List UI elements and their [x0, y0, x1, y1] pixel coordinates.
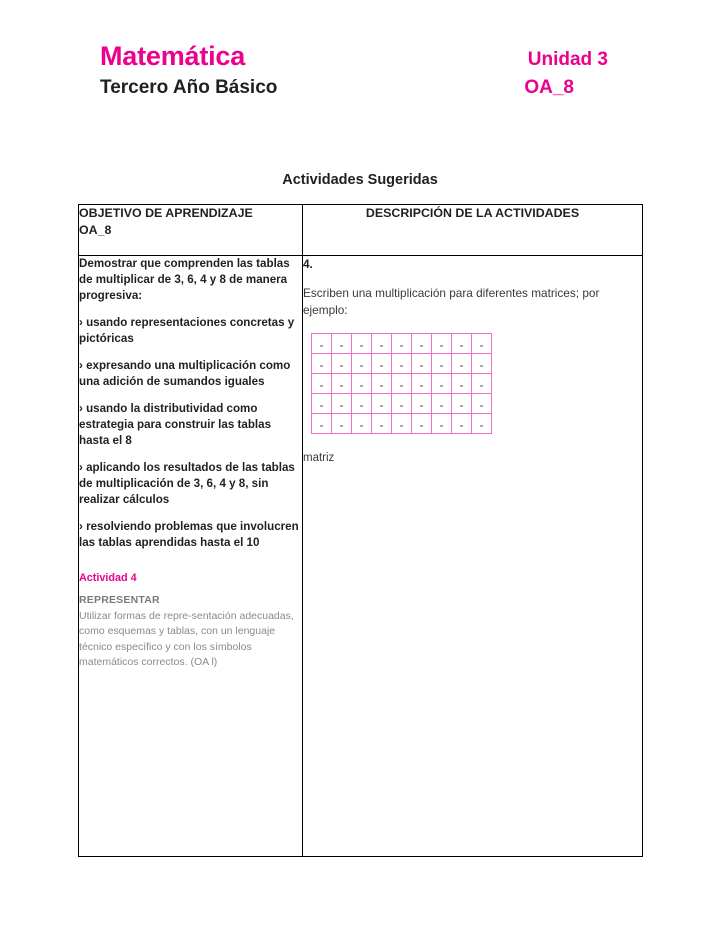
matrix-cell [432, 334, 452, 354]
matrix-cell [312, 394, 332, 414]
matrix-cell [372, 414, 392, 434]
objective-bullet: › usando representaciones concretas y pictóricas [79, 315, 295, 345]
matrix-dot-icon [480, 405, 483, 408]
matrix-cell [412, 334, 432, 354]
table-body-row [79, 256, 643, 857]
objective-bullet: › usando la distributividad como estrategia para construir las tablas hasta el 8 [79, 401, 272, 447]
matrix-cell [472, 374, 492, 394]
matrix-cell [392, 374, 412, 394]
skill-title: REPRESENTAR [79, 593, 160, 606]
matrix-dot-icon [480, 365, 483, 368]
matrix-dot-icon [480, 425, 483, 428]
matrix-dot-icon [440, 425, 443, 428]
matrix-dot-icon [460, 385, 463, 388]
document-header [100, 42, 620, 100]
matrix-dot-icon [360, 405, 363, 408]
matrix-dot-icon [460, 345, 463, 348]
matrix-cell [392, 414, 412, 434]
matrix-cell [352, 334, 372, 354]
matrix-cell [332, 414, 352, 434]
matrix-dot-icon [360, 365, 363, 368]
activity-label: Actividad 4 [79, 571, 137, 584]
matrix-cell [352, 394, 372, 414]
matrix-row [312, 374, 492, 394]
matrix-dot-icon [340, 365, 343, 368]
matrix-cell [472, 414, 492, 434]
matrix-cell [472, 354, 492, 374]
section-title: Actividades Sugeridas [282, 172, 438, 188]
activity-instruction: Escriben una multiplicación para diferentes matrices; por ejemplo: [303, 286, 600, 318]
matrix-cell [432, 354, 452, 374]
matrix-cell [332, 334, 352, 354]
matrix-dot-icon [440, 345, 443, 348]
matrix-cell [312, 374, 332, 394]
matrix-dot-icon [360, 385, 363, 388]
matrix-dot-icon [420, 345, 423, 348]
header-cell-objective [79, 205, 303, 256]
matrix-dot-icon [320, 385, 323, 388]
matrix-cell [452, 374, 472, 394]
matrix-dot-icon [360, 345, 363, 348]
matrix-caption: matriz [303, 452, 335, 465]
objective-bullet: › expresando una multiplicación como una adición de sumandos iguales [79, 358, 291, 388]
matrix-dot-icon [320, 425, 323, 428]
matrix-cell [452, 354, 472, 374]
matrix-cell [432, 414, 452, 434]
matrix-dot-icon [440, 365, 443, 368]
activity-number: 4. [303, 257, 313, 271]
activities-table [78, 204, 643, 857]
table-header-row [79, 205, 643, 256]
matrix-dot-icon [340, 405, 343, 408]
matrix-dot-icon [420, 405, 423, 408]
matrix-cell [432, 374, 452, 394]
matrix-cell [432, 394, 452, 414]
matrix-cell [472, 334, 492, 354]
matrix-dot-icon [420, 425, 423, 428]
matrix-row [312, 354, 492, 374]
matrix-cell [372, 394, 392, 414]
matrix-cell [332, 394, 352, 414]
header-objective-line1: OBJETIVO DE APRENDIZAJE [79, 206, 253, 220]
matrix-cell [412, 354, 432, 374]
header-row-secondary [100, 77, 620, 100]
matrix-dot-icon [460, 365, 463, 368]
matrix-dot-icon [440, 385, 443, 388]
header-cell-description: DESCRIPCIÓN DE LA ACTIVIDADES [303, 205, 643, 256]
matrix-dot-icon [340, 425, 343, 428]
matrix-dot-icon [420, 385, 423, 388]
matrix-dot-icon [420, 365, 423, 368]
unit-title: Unidad 3 [527, 49, 608, 70]
matrix-cell [352, 354, 372, 374]
objective-cell [79, 256, 303, 857]
header-objective-line2: OA_8 [79, 222, 112, 237]
matrix-cell [452, 414, 472, 434]
matrix-dot-icon [340, 385, 343, 388]
objective-intro: Demostrar que comprenden las tablas de multiplicar de 3, 6, 4 y 8 de manera progresiva: [79, 257, 290, 302]
matrix-cell [412, 394, 432, 414]
matrix-dot-icon [360, 425, 363, 428]
objective-bullet: › resolviendo problemas que involucren las tablas aprendidas hasta el 10 [79, 519, 299, 549]
matrix-figure [311, 333, 642, 434]
matrix-cell [452, 334, 472, 354]
grade-title: Tercero Año Básico [100, 77, 278, 99]
matrix-dot-icon [320, 365, 323, 368]
matrix-dot-icon [380, 385, 383, 388]
matrix-cell [352, 374, 372, 394]
matrix-dot-icon [380, 405, 383, 408]
matrix-cell [372, 354, 392, 374]
matrix-row [312, 414, 492, 434]
matrix-cell [472, 394, 492, 414]
matrix-dot-icon [380, 425, 383, 428]
matrix-dot-icon [440, 405, 443, 408]
matrix-cell [312, 354, 332, 374]
subject-title: Matemática [100, 41, 246, 71]
matrix-dot-icon [400, 345, 403, 348]
matrix-grid [311, 333, 492, 434]
matrix-cell [312, 414, 332, 434]
matrix-dot-icon [320, 405, 323, 408]
matrix-cell [412, 414, 432, 434]
matrix-cell [332, 354, 352, 374]
matrix-cell [412, 374, 432, 394]
matrix-dot-icon [460, 425, 463, 428]
matrix-row [312, 334, 492, 354]
matrix-dot-icon [340, 345, 343, 348]
matrix-dot-icon [380, 345, 383, 348]
matrix-dot-icon [400, 425, 403, 428]
matrix-dot-icon [400, 365, 403, 368]
matrix-cell [392, 354, 412, 374]
matrix-cell [312, 334, 332, 354]
matrix-cell [332, 374, 352, 394]
matrix-dot-icon [400, 385, 403, 388]
matrix-dot-icon [320, 345, 323, 348]
matrix-cell [392, 334, 412, 354]
matrix-dot-icon [480, 385, 483, 388]
matrix-dot-icon [460, 405, 463, 408]
matrix-cell [392, 394, 412, 414]
matrix-row [312, 394, 492, 414]
matrix-cell [452, 394, 472, 414]
objective-bullet: › aplicando los resultados de las tablas de multiplicación de 3, 6, 4 y 8, sin realizar cálculos [79, 460, 295, 506]
matrix-dot-icon [380, 365, 383, 368]
matrix-cell [372, 374, 392, 394]
matrix-dot-icon [480, 345, 483, 348]
oa-code: OA_8 [524, 77, 574, 99]
skill-description: Utilizar formas de repre-sentación adecuadas, como esquemas y tablas, con un lenguaje técnico específico y con los símbolos matemáticos correctos. (OA l) [79, 610, 294, 668]
matrix-dot-icon [400, 405, 403, 408]
header-row-primary [100, 42, 620, 70]
matrix-cell [352, 414, 372, 434]
matrix-cell [372, 334, 392, 354]
description-cell [303, 256, 643, 857]
